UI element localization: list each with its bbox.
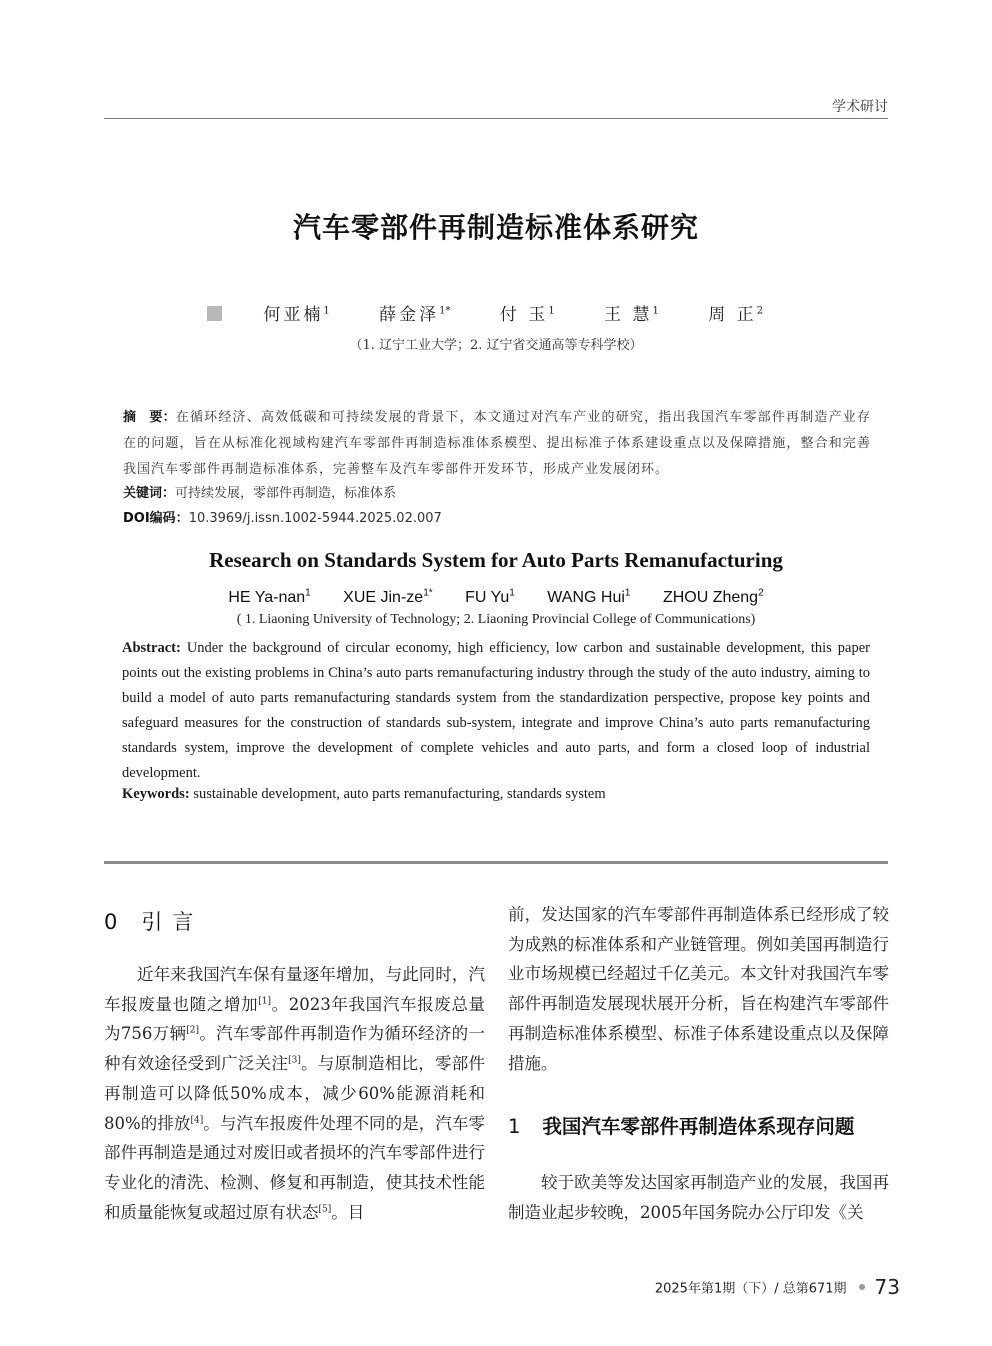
author: 何亚楠$^1$ [263, 305, 330, 325]
citation[interactable]: [4] [190, 1115, 204, 1126]
section-title: 我国汽车零部件再制造体系现存问题 [542, 1115, 855, 1138]
body-column-right-section1 [508, 1168, 889, 1227]
chinese-keywords [123, 482, 396, 501]
issue-info: 2025年第1期（下）/ 总第671期 [654, 1281, 847, 1297]
english-author: ZHOU Zheng$^2$ [662, 588, 764, 607]
citation[interactable]: [3] [288, 1055, 301, 1066]
affiliation: （1. 辽宁工业大学；2. 辽宁省交通高等专科学校） [349, 338, 643, 353]
english-author: HE Ya-nan$^1$ [228, 588, 311, 607]
author: 付 玉$^1$ [499, 305, 555, 325]
author: 周 正$^2$ [708, 305, 764, 325]
paper-title: 汽车零部件再制造标准体系研究 [292, 211, 699, 244]
abstract-text: 在循环经济、高效低碳和可持续发展的背景下，本文通过对汽车产业的研究，指出我国汽车零部件再制造产业存在的问题，旨在从标准化视域构建汽车零部件再制造标准体系模型、提出标准子体系建设重点以及保障措施，整合和完善我国汽车零部件再制造标准体系，完善整车及汽车零部件开发环节，形成产业发展闭环。 [123, 410, 871, 477]
section-heading-0 [104, 906, 203, 936]
bullet-dot-icon [859, 1284, 865, 1290]
author-list [0, 300, 992, 325]
section-divider [104, 861, 888, 864]
body-paragraph: 近年来我国汽车保有量逐年增加，与此同时，汽车报废量也随之增加[1]。2023年我国汽车报废总量为756万辆[2]。汽车零部件再制造作为循环经济的一种有效途径受到广泛关注[3]。与原制造相比，零部件再制造可以降低50%成本，减少60%能源消耗和80%的排放[4]。与汽车报废件处理不同的是，汽车零部件再制造是通过对废旧或者损坏的汽车零部件进行专业化的清洗、检测、修复和再制造，使其技术性能和质量能恢复或超过原有状态[5]。目 [104, 965, 486, 1222]
citation[interactable]: [5] [318, 1204, 332, 1215]
citation[interactable]: [1] [258, 996, 271, 1007]
english-title: Research on Standards System for Auto Parts Remanufacturing [209, 548, 783, 572]
chinese-abstract [123, 405, 871, 483]
doi-label: DOI编码： [123, 511, 189, 526]
author: 薛金泽$^{1*}$ [379, 305, 451, 325]
english-affiliation: ( 1. Liaoning University of Technology; 2. Liaoning Provincial College of Communications) [236, 612, 756, 627]
journal-section-label: 学术研讨 [832, 99, 888, 115]
body-column-right [508, 900, 889, 1078]
doi [123, 507, 442, 526]
section-number: 0 [104, 910, 118, 934]
english-author: FU Yu$^1$ [465, 588, 515, 607]
body-paragraph: 较于欧美等发达国家再制造产业的发展，我国再制造业起步较晚，2005年国务院办公厅印发《关 [508, 1173, 889, 1222]
english-abstract-text: Under the background of circular economy, high efficiency, low carbon and sustainable development, this paper points out the existing problems in China’s auto parts remanufacturing industry through the study of the auto industry, aiming to build a model of auto parts remanufacturing standards system from the standardization perspective, propose key points and safeguard measures for the construction of standards sub-system, integrate and improve China’s auto parts remanufacturing standards system, improve the development of complete vehicles and auto parts, and form a closed loop of industrial development. [122, 640, 870, 781]
keywords-label: 关键词： [123, 486, 176, 501]
english-author: WANG Hui$^1$ [547, 588, 631, 607]
author-marker-square [207, 306, 222, 321]
keywords-text: 可持续发展，零部件再制造，标准体系 [175, 486, 397, 501]
section-title: 引言 [141, 910, 204, 934]
english-author: XUE Jin-$ze^{1*}$ [343, 588, 433, 607]
page-footer [655, 1275, 900, 1299]
section-number: 1 [508, 1115, 521, 1138]
doi-value[interactable]: 10.3969/j.issn.1002-5944.2025.02.007 [188, 511, 442, 526]
header-rule [104, 118, 888, 119]
english-keywords [122, 786, 606, 803]
citation[interactable]: [2] [186, 1025, 200, 1036]
author: 王 慧$^1$ [604, 305, 659, 325]
body-paragraph-continued: 前，发达国家的汽车零部件再制造体系已经形成了较为成熟的标准体系和产业链管理。例如美国再制造行业市场规模已经超过千亿美元。本文针对我国汽车零部件再制造发展现状展开分析，旨在构建汽车零部件再制造标准体系模型、标准子体系建设重点以及保障措施。 [508, 905, 889, 1073]
page-number: 73 [874, 1275, 900, 1299]
english-author-list [0, 588, 992, 607]
english-abstract-label: Abstract: [122, 640, 181, 656]
body-column-left [104, 960, 485, 1227]
abstract-label: 摘 要： [123, 410, 176, 425]
section-heading-1 [508, 1111, 854, 1139]
english-keywords-label: Keywords: [122, 786, 190, 802]
english-abstract [122, 636, 870, 786]
english-keywords-text: sustainable development, auto parts remanufacturing, standards system [193, 786, 606, 802]
